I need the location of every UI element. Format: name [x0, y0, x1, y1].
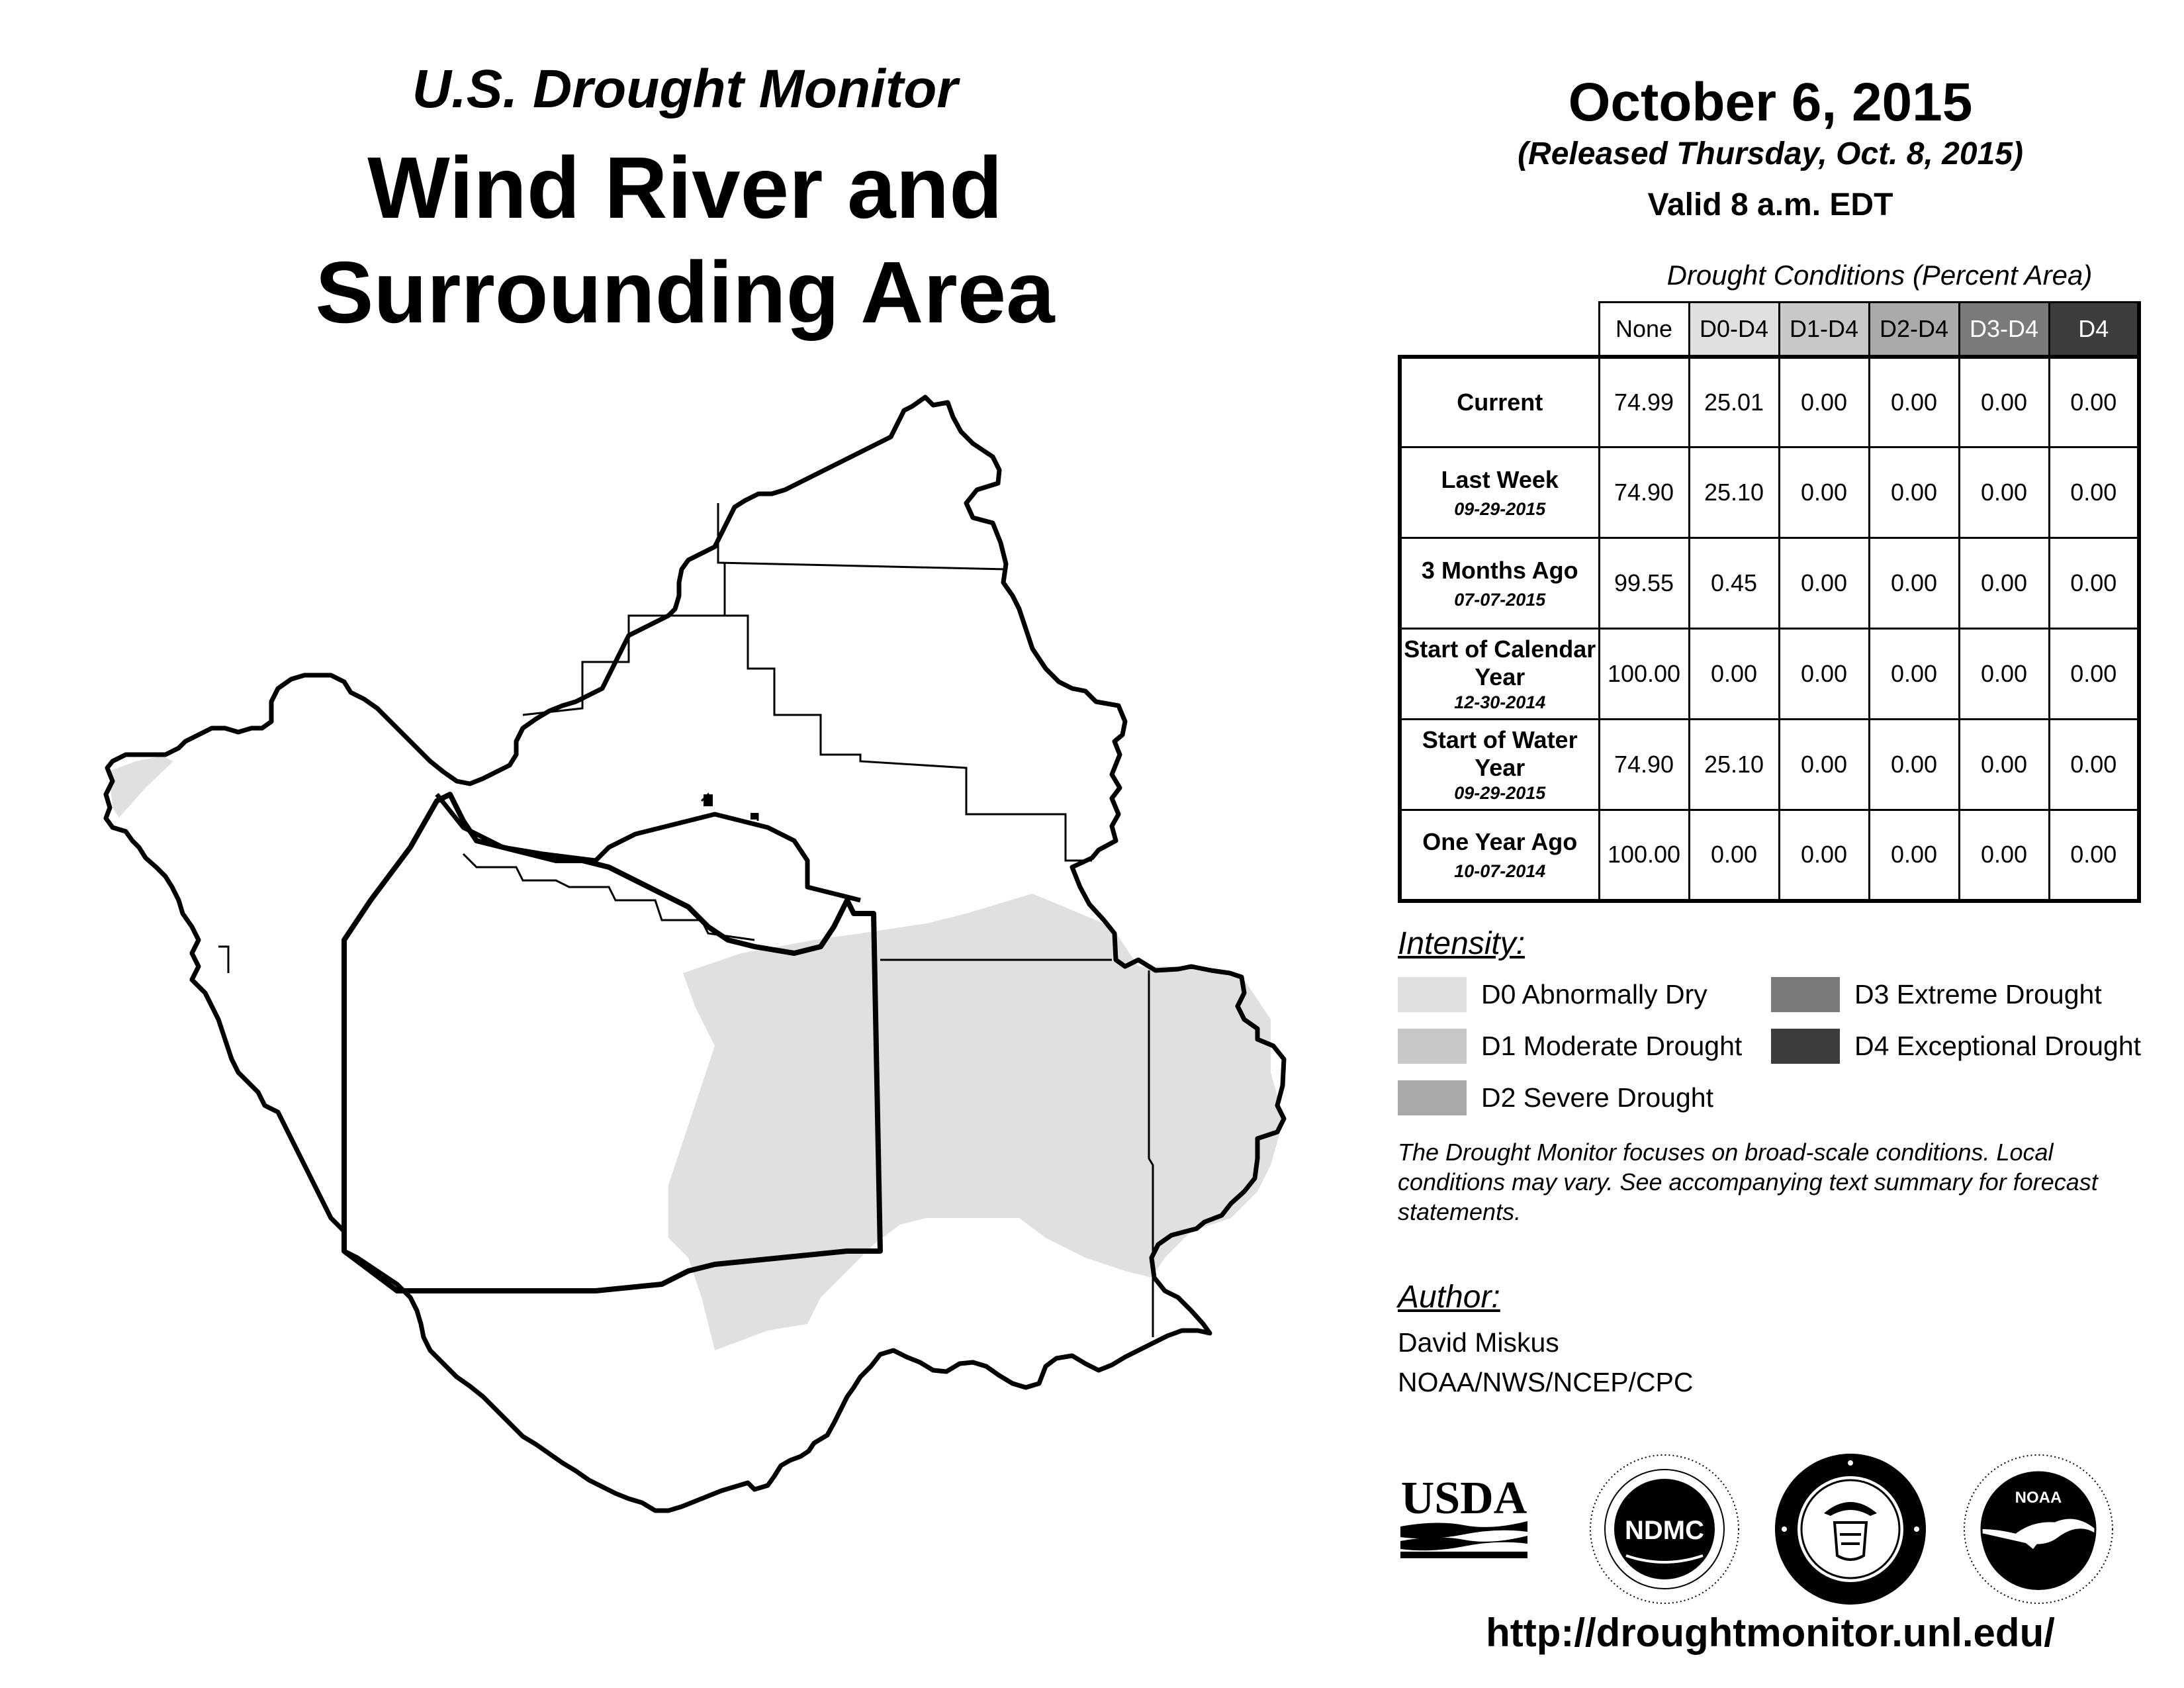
- area-title-line-1: Wind River and: [367, 139, 1003, 236]
- table-row: [1400, 720, 2139, 810]
- legend-label: D0 Abnormally Dry: [1481, 979, 1707, 1009]
- table-cell: 25.01: [1689, 357, 1779, 447]
- col-d0-d4: D0-D4: [1689, 303, 1779, 357]
- commerce-seal: [1771, 1450, 1930, 1609]
- table-cell: 0.00: [1869, 720, 1959, 810]
- author-title: Author:: [1398, 1280, 1500, 1315]
- table-corner: [1400, 303, 1599, 357]
- legend-swatch-d4: [1771, 1029, 1840, 1064]
- table-cell: 0.00: [1959, 538, 2049, 629]
- usda-logo-text: USDA: [1400, 1473, 1527, 1524]
- table-cell: 0.45: [1689, 538, 1779, 629]
- table-cell: 0.00: [1689, 629, 1779, 720]
- table-cell: 0.00: [1959, 357, 2049, 447]
- legend-item-d2: [1398, 1080, 1713, 1115]
- table-cell: 0.00: [1689, 810, 1779, 901]
- ndmc-logo-text: NDMC: [1625, 1516, 1704, 1545]
- table-row: [1400, 810, 2139, 901]
- legend-item-d3: [1771, 977, 2102, 1012]
- table-cell: 0.00: [1959, 447, 2049, 538]
- col-none: None: [1599, 303, 1689, 357]
- table-row: [1400, 538, 2139, 629]
- table-cell: 0.00: [2049, 357, 2139, 447]
- map-date: October 6, 2015: [1568, 72, 1973, 132]
- author-org: NOAA/NWS/NCEP/CPC: [1398, 1367, 1694, 1397]
- col-d2-d4: D2-D4: [1869, 303, 1959, 357]
- table-cell: 0.00: [1959, 629, 2049, 720]
- table-cell: 0.00: [1779, 538, 1869, 629]
- row-label: Current: [1400, 357, 1599, 447]
- noaa-logo: [1959, 1450, 2118, 1609]
- table-caption: Drought Conditions (Percent Area): [1666, 259, 2093, 291]
- table-cell: 0.00: [1869, 538, 1959, 629]
- row-label: Last Week 09-29-2015: [1400, 447, 1599, 538]
- lake-marker: [751, 813, 758, 820]
- legend-item-d0: [1398, 977, 1707, 1012]
- col-d3-d4: D3-D4: [1959, 303, 2049, 357]
- table-cell: 0.00: [1869, 447, 1959, 538]
- row-label: Start of Water Year 09-29-2015: [1400, 720, 1599, 810]
- table-cell: 74.99: [1599, 357, 1689, 447]
- drought-conditions-table: [1398, 301, 2141, 903]
- table-cell: 100.00: [1599, 629, 1689, 720]
- row-label: Start of Calendar Year 12-30-2014: [1400, 629, 1599, 720]
- table-cell: 0.00: [1779, 357, 1869, 447]
- legend-swatch-d3: [1771, 977, 1840, 1012]
- monitor-title: U.S. Drought Monitor: [412, 59, 958, 119]
- website-url: http://droughtmonitor.unl.edu/: [1486, 1611, 2055, 1655]
- noaa-logo-text: NOAA: [2015, 1489, 2062, 1507]
- row-label: One Year Ago 10-07-2014: [1400, 810, 1599, 901]
- table-cell: 0.00: [2049, 538, 2139, 629]
- table-cell: 74.90: [1599, 720, 1689, 810]
- legend-swatch-d1: [1398, 1029, 1467, 1064]
- legend-item-d4: [1771, 1029, 2141, 1064]
- disclaimer-note: The Drought Monitor focuses on broad-scale conditions. Local conditions may vary. See accompanying text summary for forecast statements.: [1398, 1139, 2098, 1225]
- legend-swatch-d0: [1398, 977, 1467, 1012]
- table-cell: 0.00: [2049, 720, 2139, 810]
- d0-area-northwest: [109, 756, 173, 818]
- table-cell: 0.00: [1869, 357, 1959, 447]
- table-cell: 0.00: [2049, 447, 2139, 538]
- legend-label: D1 Moderate Drought: [1481, 1031, 1743, 1061]
- ndmc-logo: [1585, 1450, 1744, 1609]
- table-cell: 25.10: [1689, 447, 1779, 538]
- legend-label: D3 Extreme Drought: [1854, 979, 2102, 1009]
- table-cell: 0.00: [1779, 810, 1869, 901]
- table-cell: 99.55: [1599, 538, 1689, 629]
- legend-label: D2 Severe Drought: [1481, 1082, 1713, 1113]
- usda-logo: [1398, 1468, 1530, 1561]
- legend-title: Intensity:: [1398, 926, 1525, 961]
- col-d4: D4: [2049, 303, 2139, 357]
- row-label: 3 Months Ago 07-07-2015: [1400, 538, 1599, 629]
- table-cell: 0.00: [2049, 810, 2139, 901]
- table-cell: 0.00: [1959, 720, 2049, 810]
- lake-marker: [704, 794, 713, 806]
- area-title-line-2: Surrounding Area: [315, 244, 1055, 341]
- table-cell: 25.10: [1689, 720, 1779, 810]
- author-name: David Miskus: [1398, 1327, 1559, 1358]
- valid-time: Valid 8 a.m. EDT: [1647, 187, 1893, 222]
- col-d1-d4: D1-D4: [1779, 303, 1869, 357]
- legend-swatch-d2: [1398, 1080, 1467, 1115]
- d0-area-southeast: [668, 894, 1284, 1350]
- table-cell: 0.00: [1869, 629, 1959, 720]
- table-header-row: [1400, 303, 2139, 357]
- table-cell: 0.00: [1869, 810, 1959, 901]
- table-row: [1400, 447, 2139, 538]
- table-cell: 0.00: [1779, 629, 1869, 720]
- table-cell: 100.00: [1599, 810, 1689, 901]
- release-date: (Released Thursday, Oct. 8, 2015): [1518, 136, 2023, 171]
- table-row: [1400, 629, 2139, 720]
- table-cell: 0.00: [2049, 629, 2139, 720]
- table-cell: 0.00: [1779, 447, 1869, 538]
- legend-label: D4 Exceptional Drought: [1854, 1031, 2142, 1061]
- legend-item-d1: [1398, 1029, 1742, 1064]
- table-row: [1400, 357, 2139, 447]
- table-cell: 0.00: [1779, 720, 1869, 810]
- table-cell: 0.00: [1959, 810, 2049, 901]
- table-cell: 74.90: [1599, 447, 1689, 538]
